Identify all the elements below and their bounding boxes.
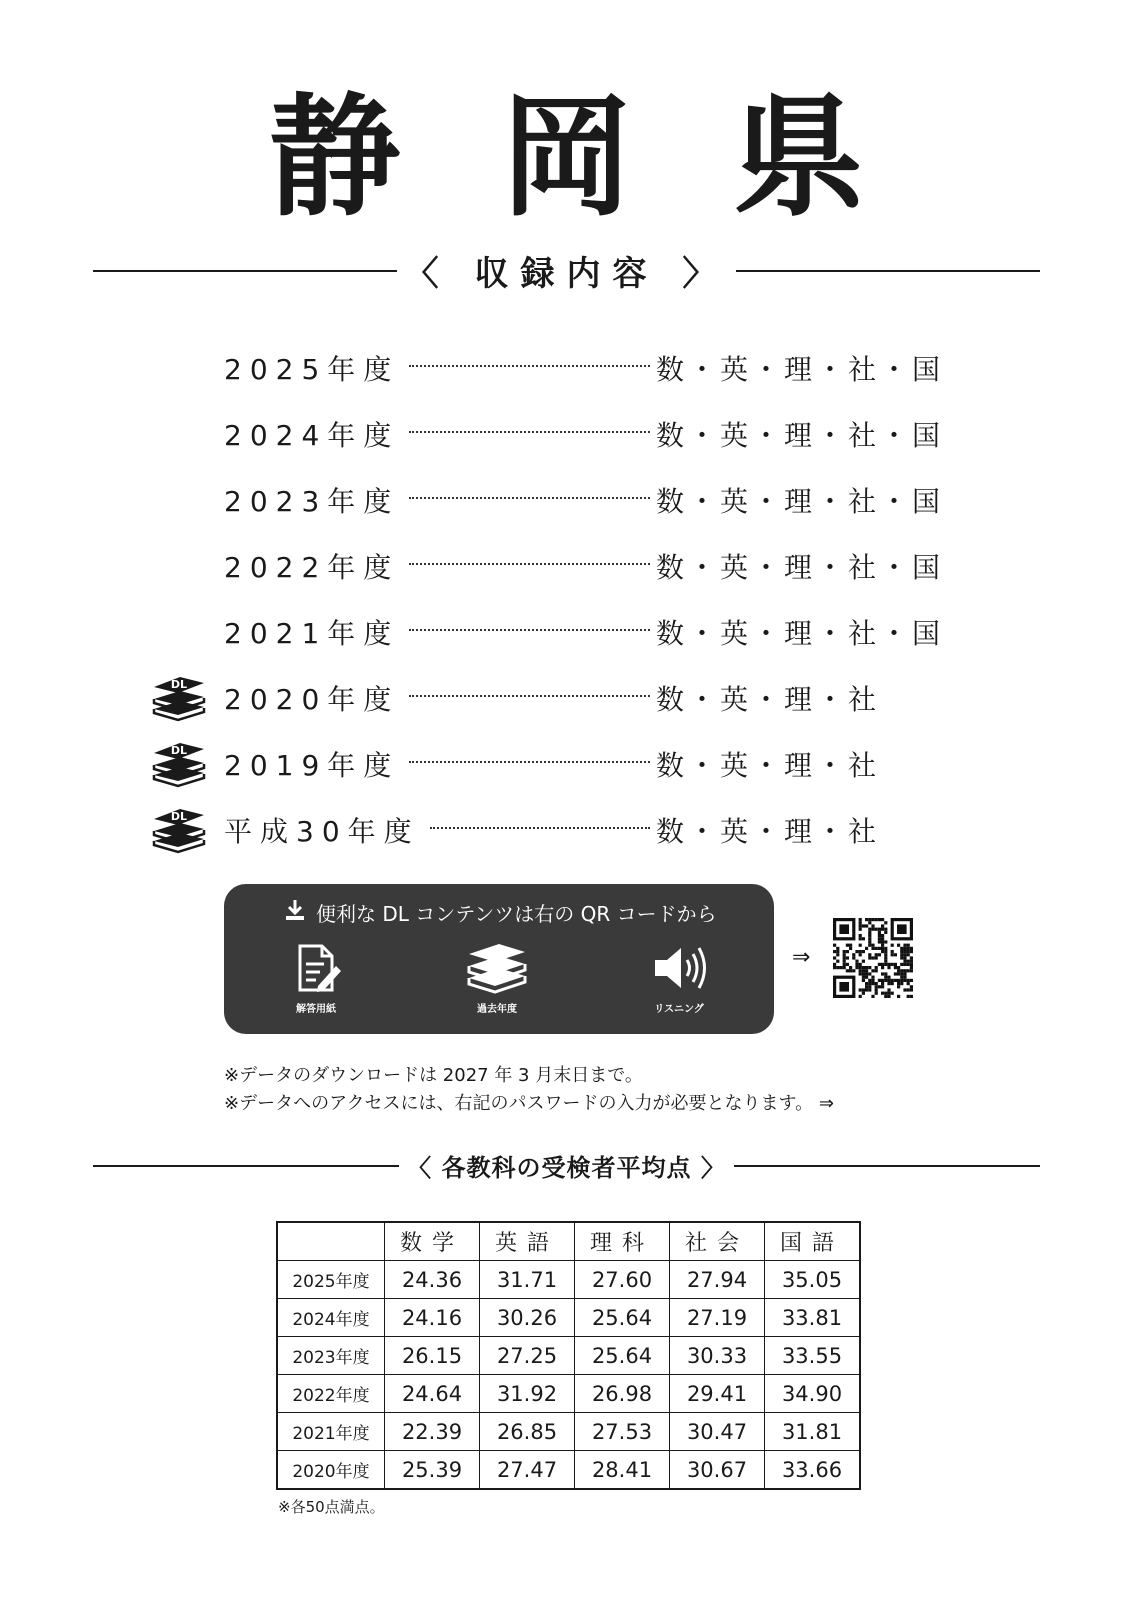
leader-dots [409, 761, 650, 763]
contents-row [150, 533, 945, 599]
contents-row [150, 599, 945, 665]
score-cell: 27.53 [575, 1413, 670, 1451]
contents-subjects: 数・英・理・社・国 [656, 353, 945, 386]
table-row [277, 1299, 860, 1337]
table-row [277, 1451, 860, 1490]
contents-subjects: 数・英・理・社・国 [656, 617, 945, 650]
table-corner [277, 1222, 385, 1261]
contents-subjects: 数・英・理・社 [656, 749, 881, 782]
contents-row [150, 401, 945, 467]
listening-label: リスニング [654, 1004, 704, 1015]
leader-dots [409, 497, 650, 499]
leader-dots [430, 827, 650, 829]
footnote: ※各50点満点。 [278, 1498, 385, 1516]
score-cell: 30.33 [670, 1337, 765, 1375]
row-year: 2021年度 [277, 1413, 385, 1451]
scores-heading-label: 〈 各教科の受検者平均点 〉 [407, 1154, 726, 1182]
score-cell: 30.47 [670, 1413, 765, 1451]
leader-dots [409, 563, 650, 565]
score-cell: 26.98 [575, 1375, 670, 1413]
score-cell: 34.90 [765, 1375, 861, 1413]
table-row [277, 1337, 860, 1375]
score-cell: 27.25 [480, 1337, 575, 1375]
dl-content-box [224, 884, 774, 1034]
score-cell: 26.85 [480, 1413, 575, 1451]
contents-subjects: 数・英・理・社 [656, 815, 881, 848]
subject-header: 社会 [670, 1222, 765, 1261]
table-row [277, 1375, 860, 1413]
contents-year: 2020年度 [224, 683, 400, 716]
score-cell: 24.64 [385, 1375, 480, 1413]
subject-header: 数学 [385, 1222, 480, 1261]
table-row [277, 1413, 860, 1451]
leader-dots [409, 695, 650, 697]
notes [224, 1062, 834, 1118]
row-year: 2025年度 [277, 1261, 385, 1299]
score-cell: 26.15 [385, 1337, 480, 1375]
leader-dots [409, 365, 650, 367]
answer-sheet-item[interactable] [256, 940, 376, 1015]
answer-sheet-label: 解答用紙 [296, 1004, 336, 1015]
dl-books-icon [150, 805, 208, 855]
past-year-item[interactable] [437, 940, 557, 1015]
score-cell: 28.41 [575, 1451, 670, 1490]
score-cell: 25.64 [575, 1299, 670, 1337]
score-cell: 31.92 [480, 1375, 575, 1413]
dl-books-icon [150, 739, 208, 789]
qr-arrow: ⇒ [792, 945, 811, 970]
download-icon [284, 898, 306, 922]
score-cell: 25.39 [385, 1451, 480, 1490]
contents-subjects: 数・英・理・社・国 [656, 485, 945, 518]
dl-badge-text: DL [170, 678, 188, 691]
row-year: 2022年度 [277, 1375, 385, 1413]
score-cell: 30.67 [670, 1451, 765, 1490]
contents-subjects: 数・英・理・社 [656, 683, 881, 716]
subject-header: 英語 [480, 1222, 575, 1261]
table-row [277, 1261, 860, 1299]
contents-year: 2019年度 [224, 749, 400, 782]
subject-header: 理科 [575, 1222, 670, 1261]
score-cell: 31.71 [480, 1261, 575, 1299]
contents-heading-label: 〈 収録内容 〉 [404, 254, 729, 294]
contents-year: 平成30年度 [224, 815, 420, 848]
contents-heading [93, 246, 1040, 295]
contents-subjects: 数・英・理・社・国 [656, 419, 945, 452]
contents-year: 2022年度 [224, 551, 400, 584]
row-year: 2024年度 [277, 1299, 385, 1337]
score-cell: 33.55 [765, 1337, 861, 1375]
score-cell: 31.81 [765, 1413, 861, 1451]
note-download-deadline: ※データのダウンロードは 2027 年 3 月末日まで。 [224, 1065, 643, 1086]
table-header-row [277, 1222, 860, 1261]
books-icon [465, 940, 529, 996]
subject-header: 国語 [765, 1222, 861, 1261]
row-year: 2023年度 [277, 1337, 385, 1375]
score-cell: 33.81 [765, 1299, 861, 1337]
average-score-table [276, 1221, 861, 1490]
contents-row [150, 731, 910, 797]
contents-year: 2023年度 [224, 485, 400, 518]
note-password: ※データへのアクセスには、右記のパスワードの入力が必要となります。 ⇒ [224, 1093, 834, 1114]
contents-row [150, 335, 945, 401]
page-title: 静岡県 [268, 81, 965, 235]
dl-box-heading: 便利な DL コンテンツは右の QR コードから [316, 902, 717, 926]
past-year-label: 過去年度 [477, 1004, 517, 1015]
leader-dots [409, 431, 650, 433]
leader-dots [409, 629, 650, 631]
dl-books-icon [150, 673, 208, 723]
contents-year: 2021年度 [224, 617, 400, 650]
score-cell: 27.19 [670, 1299, 765, 1337]
score-cell: 35.05 [765, 1261, 861, 1299]
dl-badge-text: DL [170, 744, 188, 757]
score-cell: 27.60 [575, 1261, 670, 1299]
score-cell: 25.64 [575, 1337, 670, 1375]
score-cell: 22.39 [385, 1413, 480, 1451]
listening-item[interactable] [619, 940, 739, 1015]
score-cell: 24.36 [385, 1261, 480, 1299]
contents-row [150, 665, 910, 731]
contents-year: 2025年度 [224, 353, 400, 386]
contents-row [150, 467, 945, 533]
answer-sheet-icon [288, 940, 344, 996]
dl-badge-text: DL [170, 810, 188, 823]
contents-row [150, 797, 910, 863]
score-cell: 33.66 [765, 1451, 861, 1490]
score-cell: 29.41 [670, 1375, 765, 1413]
speaker-icon [649, 940, 709, 996]
contents-list [150, 335, 945, 863]
contents-subjects: 数・英・理・社・国 [656, 551, 945, 584]
qr-code[interactable] [833, 918, 913, 998]
score-cell: 27.47 [480, 1451, 575, 1490]
score-cell: 30.26 [480, 1299, 575, 1337]
row-year: 2020年度 [277, 1451, 385, 1490]
contents-year: 2024年度 [224, 419, 400, 452]
scores-heading [93, 1148, 1040, 1183]
score-cell: 27.94 [670, 1261, 765, 1299]
score-cell: 24.16 [385, 1299, 480, 1337]
